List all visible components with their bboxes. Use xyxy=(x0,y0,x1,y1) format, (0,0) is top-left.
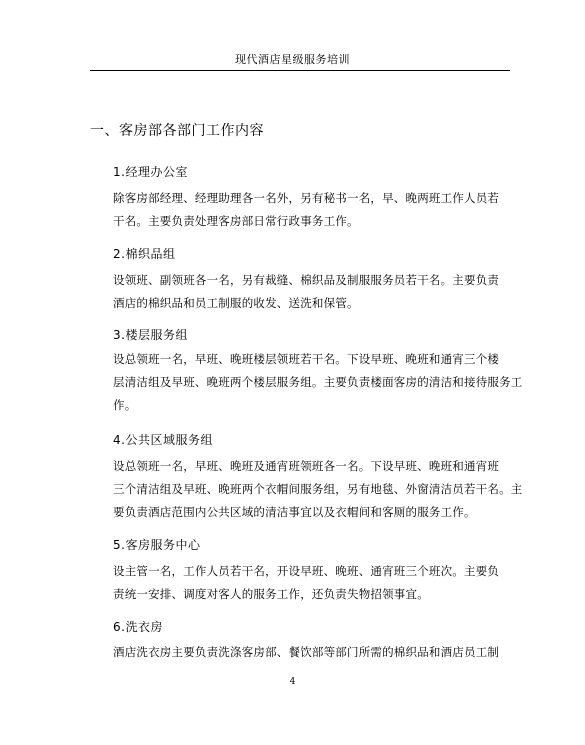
paragraph-line: 作。 xyxy=(113,398,137,412)
paragraph-line: 责统一安排、调度对客人的服务工作，还负责失物招领事宜。 xyxy=(113,587,429,601)
subsection-paragraph-public-area xyxy=(113,455,523,524)
subsection-title-service-center: 5.客房服务中心 xyxy=(113,538,201,552)
paragraph-line: 三个清洁组及早班、晚班两个衣帽间服务组，另有地毯、外窗清洁员若干名。主 xyxy=(113,482,523,496)
header-rule xyxy=(90,70,510,71)
paragraph-line: 设总领班一名，早班、晚班及通宵班领班各一名。下设早班、晚班和通宵班 xyxy=(113,459,500,473)
paragraph-line: 干名。主要负责处理客房部日常行政事务工作。 xyxy=(113,214,359,228)
subsection-paragraph-service-center xyxy=(113,560,513,606)
subsection-paragraph-linen-group xyxy=(113,269,513,315)
paragraph-line: 酒店的棉织品和员工制服的收发、送洗和保管。 xyxy=(113,296,359,310)
subsection-paragraph-laundry xyxy=(113,641,513,664)
paragraph-line: 设总领班一名，早班、晚班楼层领班若干名。下设早班、晚班和通宵三个楼 xyxy=(113,352,500,366)
paragraph-line: 设领班、副领班各一名，另有裁缝、棉织品及制服服务员若干名。主要负责 xyxy=(113,273,500,287)
paragraph-line: 层清洁组及早班、晚班两个楼层服务组。主要负责楼面客房的清洁和接待服务工 xyxy=(113,375,523,389)
paragraph-line: 设主管一名，工作人员若干名，开设早班、晚班、通宵班三个班次。主要负 xyxy=(113,564,500,578)
subsection-title-linen-group: 2.棉织品组 xyxy=(113,247,176,261)
paragraph-line: 要负责酒店范围内公共区域的清洁事宜以及衣帽间和客厕的服务工作。 xyxy=(113,505,476,519)
subsection-title-laundry: 6.洗衣房 xyxy=(113,620,163,634)
subsection-paragraph-manager-office xyxy=(113,187,513,233)
subsection-title-manager-office: 1.经理办公室 xyxy=(113,165,188,179)
paragraph-line: 酒店洗衣房主要负责洗涤客房部、餐饮部等部门所需的棉织品和酒店员工制 xyxy=(113,645,500,659)
section-heading: 一、客房部各部门工作内容 xyxy=(90,123,264,139)
subsection-title-floor-service: 3.楼层服务组 xyxy=(113,328,188,342)
subsection-paragraph-floor-service xyxy=(113,348,523,417)
running-header-title: 现代酒店星级服务培训 xyxy=(235,53,350,66)
page-number: 4 xyxy=(289,677,296,687)
paragraph-line: 除客房部经理、经理助理各一名外，另有秘书一名，早、晚两班工作人员若 xyxy=(113,191,500,205)
subsection-title-public-area: 4.公共区域服务组 xyxy=(113,433,213,447)
